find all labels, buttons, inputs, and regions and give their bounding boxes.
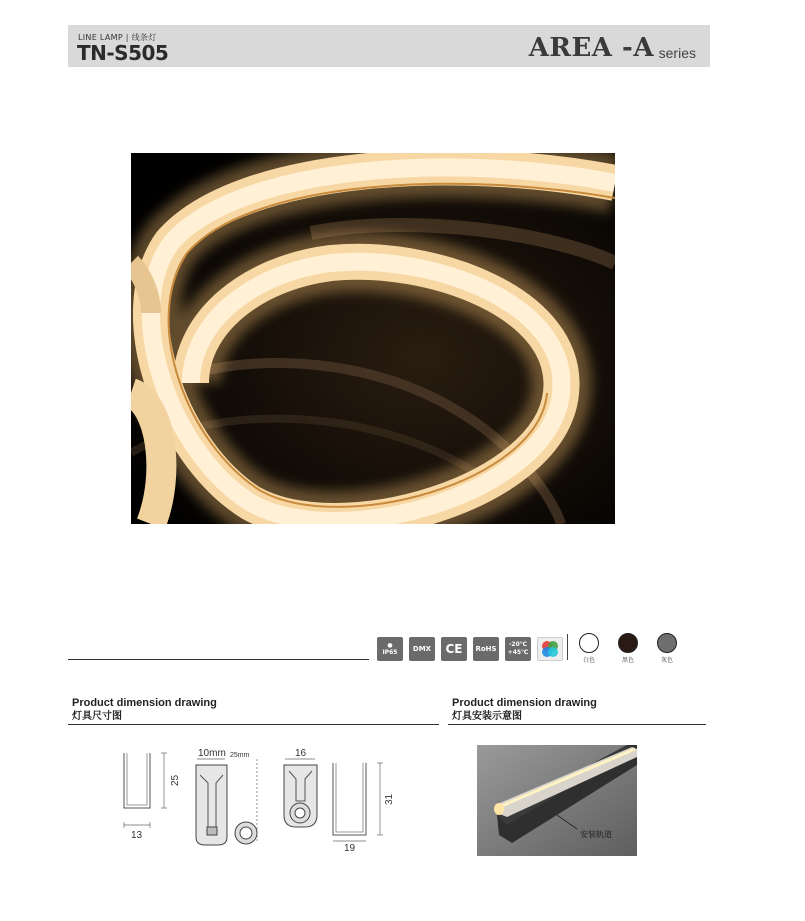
section-divider-line bbox=[68, 659, 369, 660]
temp-low: -20℃ bbox=[508, 641, 528, 648]
install-section-rule bbox=[448, 724, 706, 725]
dmx-label: DMX bbox=[412, 645, 432, 653]
vertical-divider bbox=[567, 634, 568, 660]
temp-high: +45℃ bbox=[507, 649, 529, 656]
dim-label-13: 13 bbox=[131, 830, 143, 841]
installation-illustration bbox=[477, 745, 637, 856]
color-swatch-black bbox=[618, 633, 638, 653]
dim-label-10mm: 10mm bbox=[198, 748, 226, 759]
install-rail-label: 安装轨道 bbox=[580, 830, 612, 839]
model-number: TN-S505 bbox=[77, 41, 169, 65]
product-photo bbox=[131, 153, 615, 524]
dimension-drawings bbox=[112, 745, 402, 855]
dim-label-16: 16 bbox=[295, 748, 307, 759]
dim-label-31: 31 bbox=[384, 793, 395, 805]
dmx-icon bbox=[409, 637, 435, 661]
color-label-black: 黑色 bbox=[621, 657, 634, 664]
dimension-title-en: Product dimension drawing bbox=[72, 697, 217, 709]
install-section-title bbox=[452, 697, 597, 723]
dimension-diagram bbox=[112, 745, 402, 855]
rohs-label: RoHS bbox=[475, 645, 497, 653]
dim-label-19: 19 bbox=[344, 843, 356, 854]
ce-icon bbox=[441, 637, 467, 661]
dimension-title-zh: 灯具尺寸图 bbox=[72, 711, 122, 722]
installation-rail-image bbox=[477, 745, 637, 856]
ip65-icon bbox=[377, 637, 403, 661]
temperature-icon bbox=[505, 637, 531, 661]
product-category: LINE LAMP | 线条灯 bbox=[78, 33, 157, 42]
ip-rating-label: IP65 bbox=[382, 649, 398, 656]
dim-label-25: 25 bbox=[170, 774, 181, 786]
dimension-section-rule bbox=[68, 724, 439, 725]
color-label-white: 白色 bbox=[582, 657, 595, 664]
header-bar bbox=[68, 25, 710, 67]
install-title-zh: 灯具安装示意图 bbox=[452, 711, 522, 722]
series-label: series bbox=[658, 45, 696, 61]
ce-label: CE bbox=[445, 642, 463, 656]
dim-label-25mm: 25mm bbox=[230, 752, 250, 759]
color-swatch-white bbox=[579, 633, 599, 653]
water-drop-icon: ● bbox=[387, 642, 393, 649]
rgb-circles-icon bbox=[540, 639, 560, 659]
neon-strip-image bbox=[131, 153, 615, 524]
rohs-icon bbox=[473, 637, 499, 661]
certification-icons bbox=[377, 637, 563, 661]
dimension-section-title bbox=[72, 697, 217, 723]
area-title: AREA -A bbox=[528, 33, 654, 63]
color-label-gray: 灰色 bbox=[660, 657, 673, 664]
color-swatch-gray bbox=[657, 633, 677, 653]
rgb-color-icon bbox=[537, 637, 563, 661]
install-title-en: Product dimension drawing bbox=[452, 697, 597, 709]
